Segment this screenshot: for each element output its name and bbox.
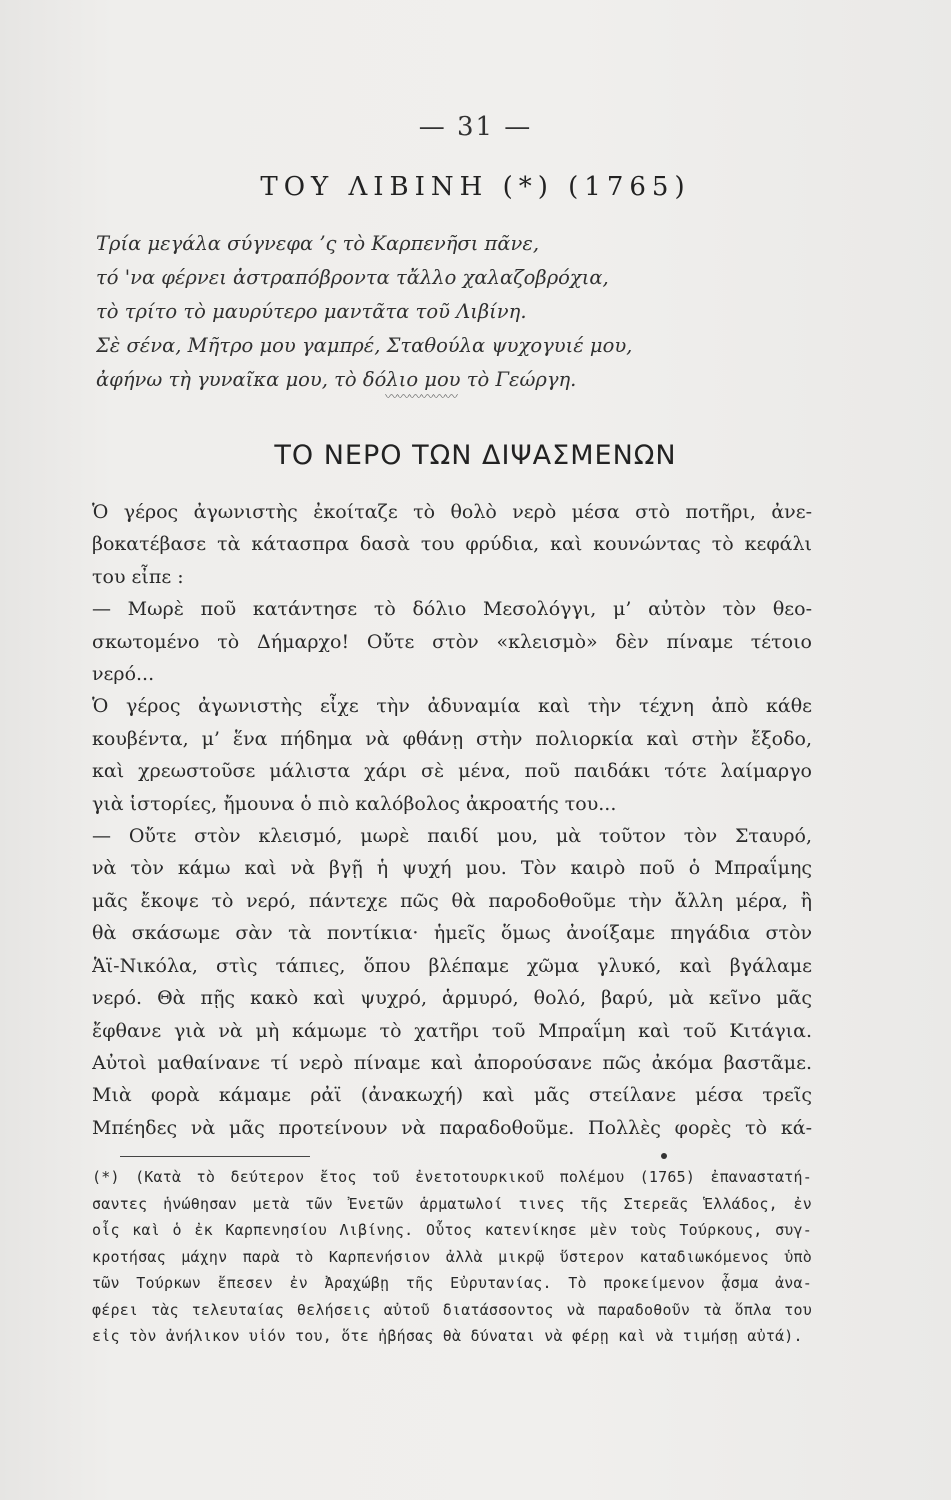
text-line: Μπέηδες νὰ μᾶς προτείνουν νὰ παραδοθοῦμε. Πολλὲς φορὲς τὸ κά- xyxy=(92,1116,812,1139)
text-line: γιὰ ἱστορίες, ἤμουνα ὁ πιὸ καλόβολος ἀκροατής του... xyxy=(92,792,617,815)
story-text xyxy=(92,496,812,1144)
poem-block xyxy=(96,227,816,397)
poem-line: ἀφήνω τὴ γυναῖκα μου, τὸ δόλιο μου τὸ Γεώργη. xyxy=(96,368,577,391)
footnote-line: οἷς καὶ ὁ ἐκ Καρπενησίου Λιβίνης. Οὗτος κατενίκησε μὲν τοὺς Τούρκους, συγ- xyxy=(92,1221,812,1239)
page-number: — 31 — xyxy=(418,112,533,142)
text-line: νερό... xyxy=(92,663,155,686)
footnote-line: τῶν Τούρκων ἔπεσεν ἐν Ἀραχώβῃ τῆς Εὐρυτανίας. Τὸ προκείμενον ᾆσμα ἀνα- xyxy=(92,1274,812,1292)
poem-line: Τρία μεγάλα σύγνεφα ’ς τὸ Καρπενῆσι πᾶνε, xyxy=(96,232,540,255)
text-line: Αὐτοὶ μαθαίνανε τί νερὸ πίναμε καὶ ἀπορούσανε πῶς ἀκόμα βαστᾶμε. xyxy=(92,1051,812,1074)
text-line: νὰ τὸν κάμω καὶ νὰ βγῇ ἡ ψυχή μου. Τὸν καιρὸ ποῦ ὁ Μπραΐμης xyxy=(92,857,812,880)
footnote-line: σαντες ἡνώθησαν μετὰ τῶν Ἐνετῶν ἁρματωλοί τινες τῆς Στερεᾶς Ἑλλάδος, ἐν xyxy=(92,1194,812,1213)
text-line: καὶ χρεωστοῦσε μάλιστα χάρι σὲ μένα, ποῦ παιδάκι τότε λαίμαργο xyxy=(92,760,812,783)
text-line: θὰ σκάσωμε σὰν τὰ ποντίκια· ἡμεῖς ὅμως ἀνοίξαμε πηγάδια στὸν xyxy=(92,922,812,945)
text-line: του εἶπε : xyxy=(92,565,184,588)
footnote-line: (*) (Κατὰ τὸ δεύτερον ἔτος τοῦ ἐνετοτουρκικοῦ πολέμου (1765) ἐπαναστατή- xyxy=(92,1168,812,1186)
text-line: μᾶς ἔκοψε τὸ νερό, πάντεχε πῶς θὰ παροδοθοῦμε τὴν ἄλλη μέρα, ἢ xyxy=(92,889,812,912)
poem-line: Σὲ σένα, Μῆτρο μου γαμπρέ, Σταθούλα ψυχογυιέ μου, xyxy=(96,334,633,357)
footnote-line: κροτήσας μάχην παρὰ τὸ Καρπενήσιον ἀλλὰ μικρῷ ὕστερον καταδιωκόμενος ὑπὸ xyxy=(92,1247,812,1266)
footnote-line: εἰς τὸν ἀνήλικον υἱόν του, ὅτε ἠβήσας θὰ δύναται νὰ φέρῃ καὶ νὰ τιμήσῃ αὐτά). xyxy=(92,1327,803,1345)
footnote-block xyxy=(92,1164,812,1350)
text-line: σκωτομένο τὸ Δήμαρχο! Οὔτε στὸν «κλεισμὸ» δὲν πίναμε τέτοιο xyxy=(92,630,812,653)
wavy-divider-icon: 〰〰〰〰〰〰 xyxy=(385,390,458,405)
text-line: νερό. Θὰ πῇς κακὸ καὶ ψυχρό, ἁρμυρό, θολό, βαρύ, μὰ κεῖνο μᾶς xyxy=(92,987,812,1010)
text-line: ἔφθανε γιὰ νὰ μὴ κάμωμε τὸ χατῆρι τοῦ Μπραΐμη καὶ τοῦ Κιτάγια. xyxy=(92,1019,812,1042)
text-line: Μιὰ φορὰ κάμαμε ρἀϊ (ἀνακωχή) καὶ μᾶς στείλανε μέσα τρεῖς xyxy=(92,1084,812,1107)
poem-title: ΤΟΥ ΛΙΒΙΝΗ (*) (1765) xyxy=(260,172,691,202)
text-line: Ἁϊ-Νικόλα, στὶς τάπιες, ὅπου βλέπαμε χῶμα γλυκό, καὶ βγάλαμε xyxy=(92,954,812,977)
section-heading: ΤΟ ΝΕΡΟ ΤΩΝ ΔΙΨΑΣΜΕΝΩΝ xyxy=(274,440,677,471)
text-line: βοκατέβασε τὰ κάτασπρα δασὰ του φρύδια, καὶ κουνώντας τὸ κεφάλι xyxy=(92,533,812,556)
poem-line: τὸ τρίτο τὸ μαυρύτερο μαντᾶτα τοῦ Λιβίνη. xyxy=(96,300,527,323)
text-line: — Μωρὲ ποῦ κατάντησε τὸ δόλιο Μεσολόγγι, μ’ αὐτὸν τὸν θεο- xyxy=(92,598,812,621)
text-line: Ὁ γέρος ἀγωνιστὴς εἶχε τὴν ἀδυναμία καὶ τὴν τέχνη ἀπὸ κάθε xyxy=(92,695,812,718)
footnote-line: φέρει τὰς τελευταίας θελήσεις αὐτοῦ διατάσσοντος νὰ παραδοθοῦν τὰ ὅπλα του xyxy=(92,1300,812,1319)
ink-dot xyxy=(661,1153,667,1159)
footnote-rule xyxy=(120,1156,310,1157)
poem-line: τό 'να φέρνει ἀστραπόβροντα τἄλλο χαλαζοβρόχια, xyxy=(96,266,609,289)
text-line: Ὁ γέρος ἀγωνιστὴς ἐκοίταζε τὸ θολὸ νερὸ μέσα στὸ ποτῆρι, ἀνε- xyxy=(92,501,812,523)
text-line: κουβέντα, μ’ ἕνα πήδημα νὰ φθάνῃ στὴν πολιορκία καὶ στὴν ἔξοδο, xyxy=(92,727,812,750)
text-line: — Οὔτε στὸν κλεισμό, μωρὲ παιδί μου, μὰ τοῦτον τὸν Σταυρό, xyxy=(92,825,812,848)
